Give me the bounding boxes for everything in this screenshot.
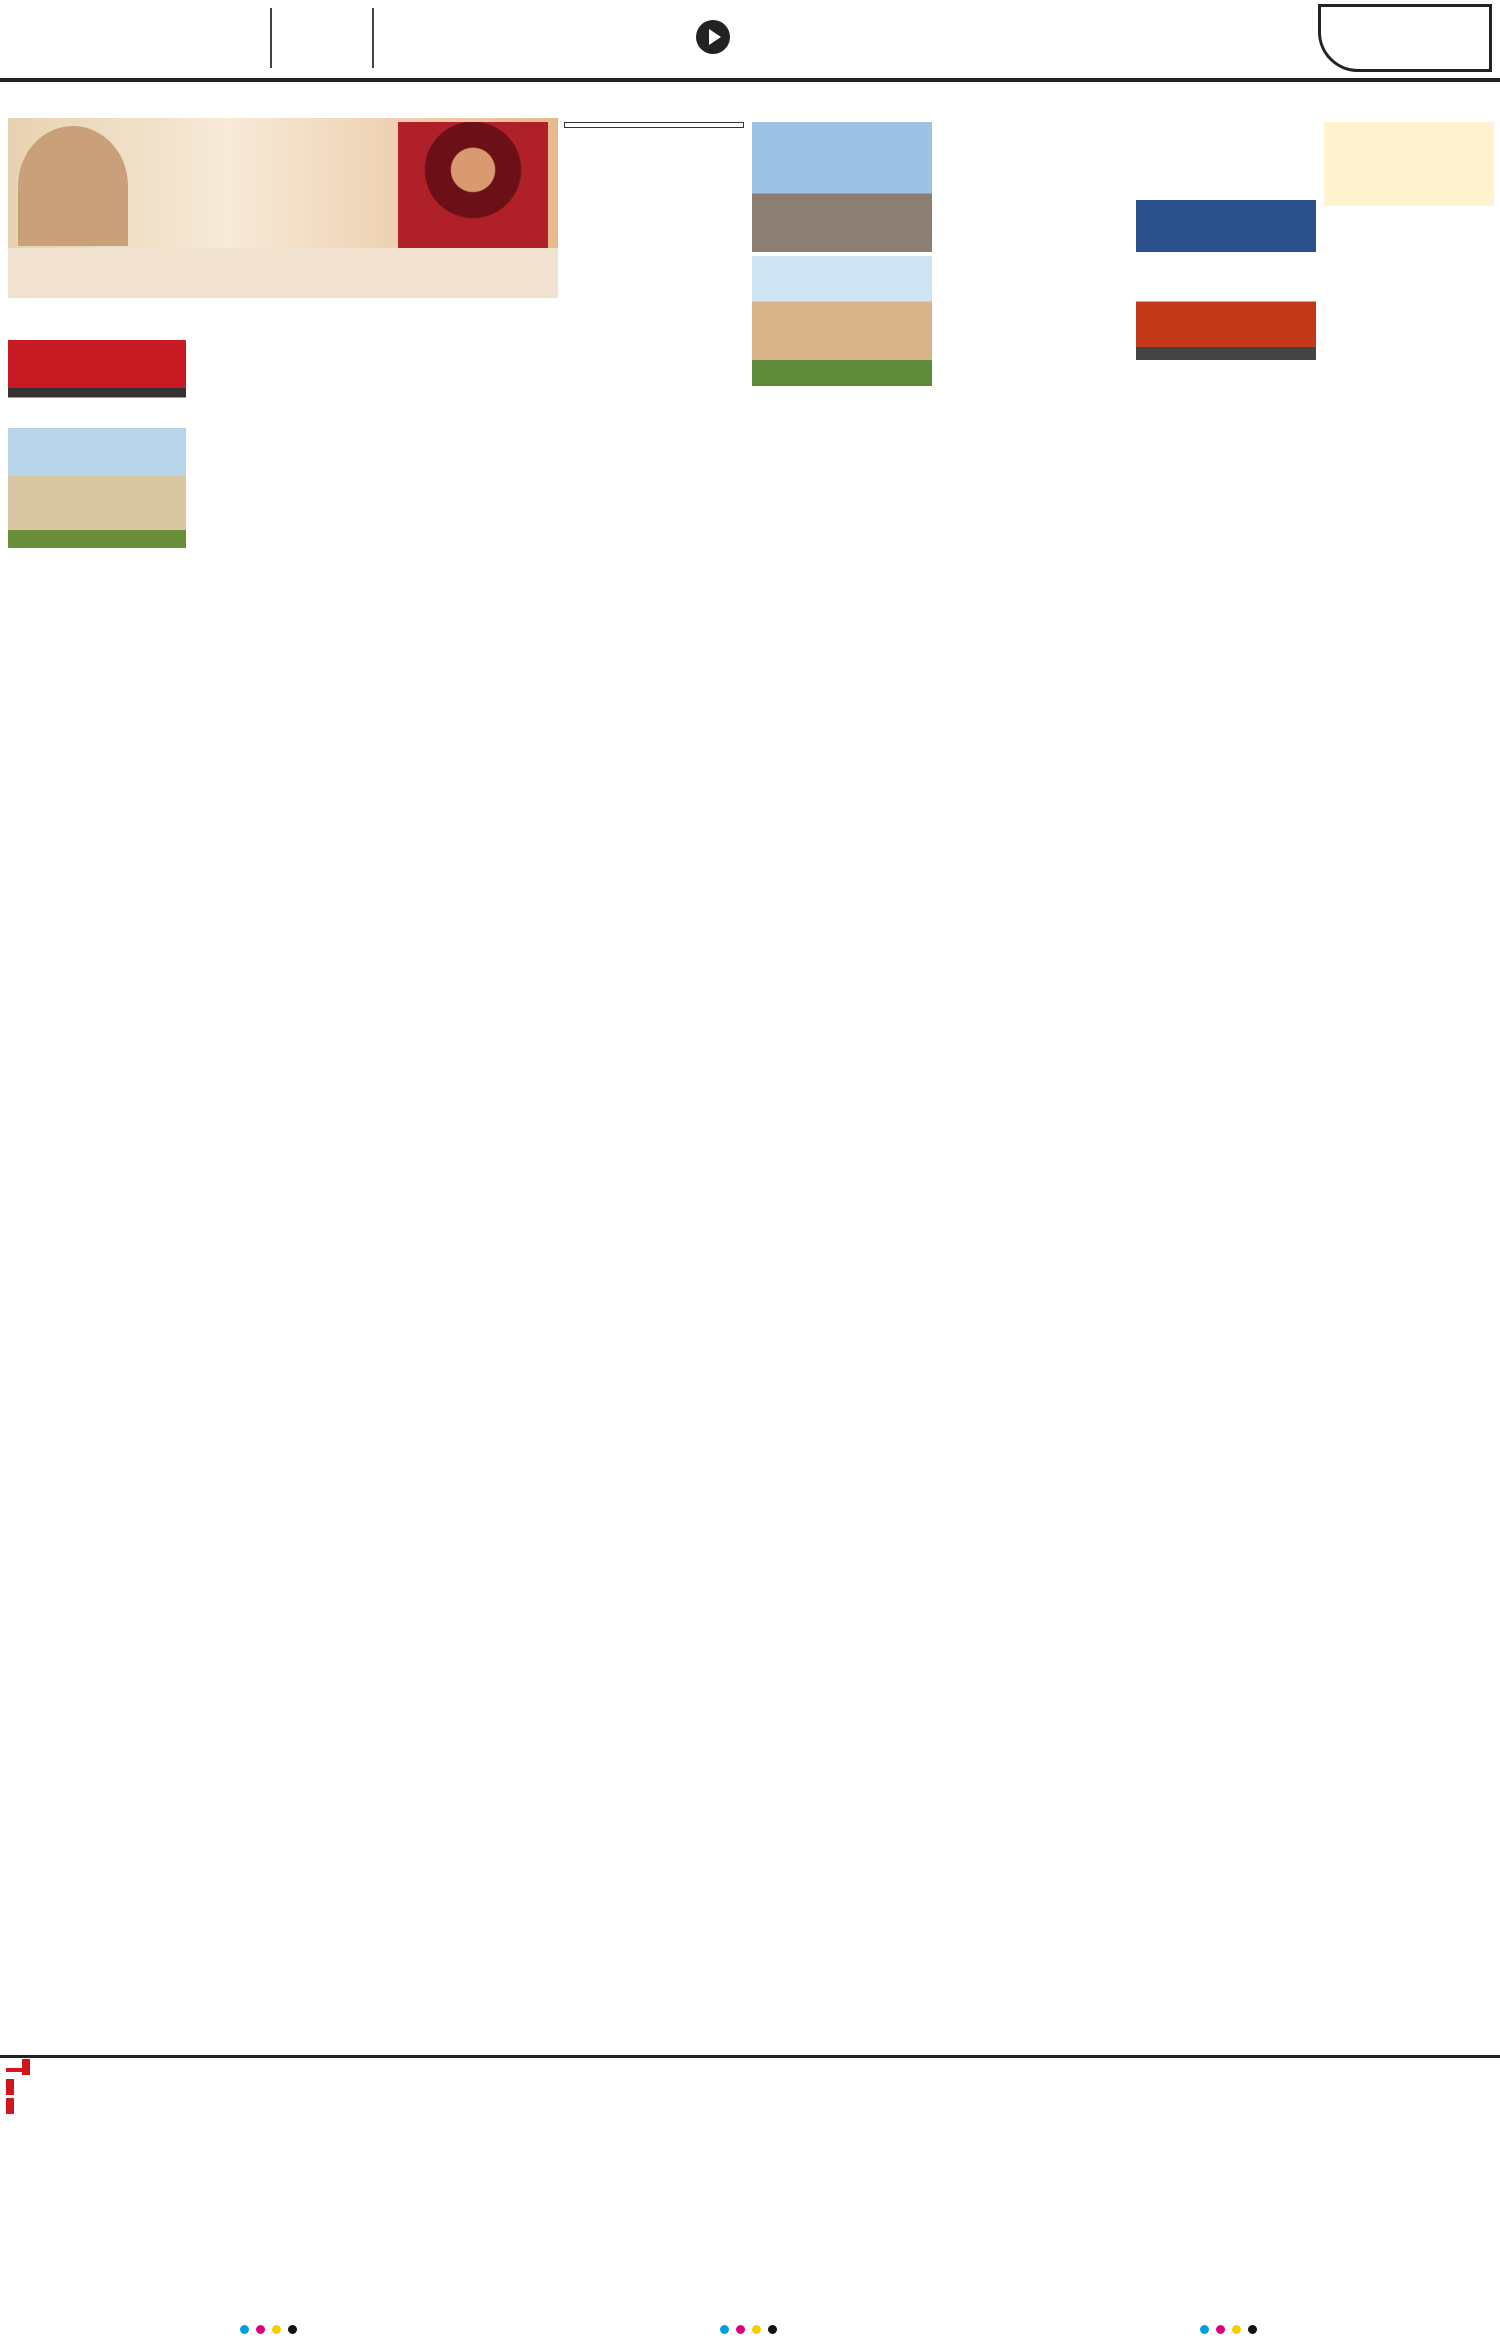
column-4: [564, 118, 744, 2048]
column-1: [8, 300, 186, 2230]
booking-centres-footer: [0, 2055, 1500, 2341]
automobile-image: [8, 304, 186, 424]
city-label: [22, 2059, 30, 2075]
column-3: [378, 300, 558, 2230]
couple-illustration: [18, 126, 128, 246]
city-label: [6, 2079, 14, 2095]
page-number: [1318, 4, 1492, 72]
footer-title: [6, 2068, 22, 2072]
matrimonial-banner: [8, 118, 558, 298]
promo-box: [564, 122, 744, 128]
registration-marks: [0, 2325, 1500, 2335]
packers-movers-image: [1136, 256, 1316, 386]
column-8: [1324, 118, 1494, 2048]
real-estate-image: [8, 428, 186, 548]
column-7: [1136, 118, 1316, 2048]
column-5: [752, 118, 932, 2048]
health-care-image: [1324, 122, 1494, 242]
construction-image: [752, 122, 932, 252]
business-image: [1136, 122, 1316, 252]
city-label: [6, 2098, 14, 2114]
date-box: [270, 8, 374, 68]
bride-illustration: [398, 122, 548, 248]
column-6: [944, 118, 1124, 2048]
to-let-image: [752, 256, 932, 386]
masthead: [0, 0, 1500, 82]
column-2: [192, 300, 372, 2230]
play-icon: [696, 20, 730, 54]
